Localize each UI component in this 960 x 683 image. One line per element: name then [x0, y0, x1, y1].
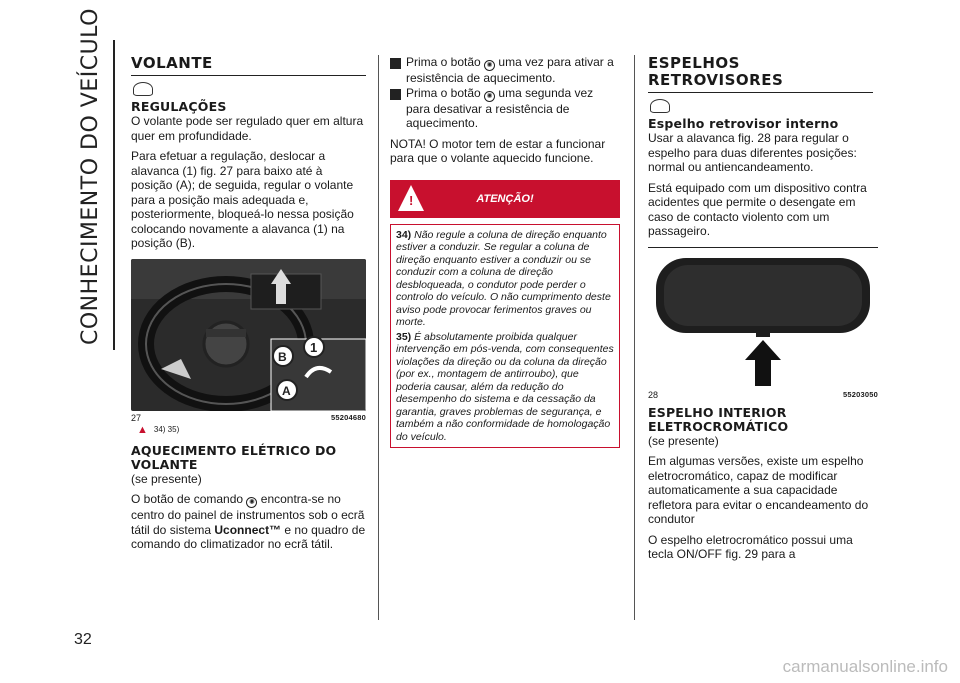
figure-steering-wheel — [131, 259, 366, 411]
figure-caption — [648, 390, 878, 400]
steering-icon — [133, 82, 153, 96]
mirror-illustration — [648, 248, 878, 388]
label-a: A — [282, 383, 291, 398]
warning-refs: 34) 35) — [153, 425, 180, 434]
paragraph: O espelho eletrocromático possui uma tecla ON/OFF fig. 29 para a — [648, 532, 853, 561]
figure-number: 28 — [648, 389, 659, 400]
heated-wheel-icon: ✺ — [484, 60, 495, 71]
paragraph: Está equipado com um dispositivo contra acidentes que permite o desengate em caso de contacto violento com um passageiro. — [648, 180, 867, 238]
column-divider — [634, 55, 635, 620]
column-divider — [378, 55, 379, 620]
subheading: Espelho retrovisor interno — [648, 116, 839, 131]
chapter-rule — [113, 40, 115, 350]
warning-icon: ▲ — [137, 423, 148, 436]
chapter-side-title: CONHECIMENTO DO VEÍCULO — [78, 8, 103, 345]
bullet-icon — [390, 58, 401, 69]
subheading: ESPELHO INTERIOR ELETROCROMÁTICO — [648, 404, 789, 434]
paragraph: O botão de comando ✺ encontra-se no centro do painel de instrumentos sob o ecrã tátil do sistema Uconnect™ e no quadro de comando do climatizador no ecrã tátil. — [131, 492, 366, 551]
warning-text: Não regule a coluna de direção enquanto estiver a conduzir. Se regular a coluna de direção enquanto estiver a conduzir ou se conduzir com a coluna de direção desbloqueada, o condutor pode perder o controlo do veículo. O não cumprimento deste aviso pode provocar ferimentos graves ou morte. — [396, 228, 611, 328]
paragraph: O volante pode ser regulado quer em altura quer em profundidade. — [131, 114, 364, 143]
bullet-icon — [390, 89, 401, 100]
column-volante — [131, 55, 366, 552]
figure-caption — [131, 413, 366, 423]
label-b: B — [278, 349, 287, 364]
page-number: 32 — [74, 631, 92, 648]
figure-number: 27 — [131, 412, 142, 423]
model-logo — [650, 99, 878, 113]
heated-wheel-icon: ✺ — [246, 497, 257, 508]
column-heated-wheel — [390, 55, 620, 448]
paragraph: Usar a alavanca fig. 28 para regular o espelho para duas diferentes posições: normal ou antiencandeamento. — [648, 131, 857, 174]
heated-wheel-icon: ✺ — [484, 91, 495, 102]
warning-text: É absolutamente proibida qualquer intervenção em pós-venda, com consequentes violações da direção ou da coluna da direção (por ex., montagem de antirroubo), que poderia causar, além da redução do desempenho do sistema e da cessação da garantia, graves problemas de segurança, e também a não conformidade de homologação do veículo. — [396, 330, 614, 443]
section-title: ESPELHOS RETROVISORES — [648, 55, 873, 93]
column-mirrors — [648, 55, 878, 562]
figure-code: 55204680 — [331, 412, 366, 422]
section-title: VOLANTE — [131, 55, 366, 76]
warning-box — [390, 224, 620, 449]
paragraph: (se presente) — [131, 471, 202, 486]
paragraph: (se presente) — [648, 433, 719, 448]
steering-wheel-photo — [131, 259, 366, 411]
steering-icon — [650, 99, 670, 113]
list-item: Prima o botão ✺ uma segunda vez para desativar a resistência de aquecimento. — [390, 86, 620, 131]
subheading: AQUECIMENTO ELÉTRICO DO VOLANTE — [131, 442, 337, 472]
warning-number: 34) — [396, 228, 412, 241]
subheading: REGULAÇÕES — [131, 99, 227, 114]
warning-header: ! ATENÇÃO! — [390, 180, 620, 218]
model-logo — [133, 82, 366, 96]
list-item: Prima o botão ✺ uma vez para ativar a resistência de aquecimento. — [390, 55, 620, 86]
paragraph: Para efetuar a regulação, deslocar a alavanca (1) fig. 27 para baixo até à posição (A); de seguida, regular o volante para a posição mais adequada e, posteriormente, bloqueá-lo nessa posição colocando novamente a alavanca (1) na posição (B). — [131, 149, 354, 250]
note: NOTA! O motor tem de estar a funcionar para que o volante aquecido funcione. — [390, 136, 606, 165]
paragraph: Em algumas versões, existe um espelho eletrocromático, capaz de modificar automaticamente a sua capacidade refletora para evitar o encandeamento do condutor — [648, 454, 869, 526]
label-1: 1 — [310, 339, 318, 355]
figure-mirror — [648, 248, 878, 388]
watermark: carmanualsonline.info — [782, 657, 948, 676]
figure-code: 55203050 — [843, 389, 878, 399]
warning-number: 35) — [396, 330, 412, 343]
brand-name: Uconnect™ — [214, 522, 282, 537]
